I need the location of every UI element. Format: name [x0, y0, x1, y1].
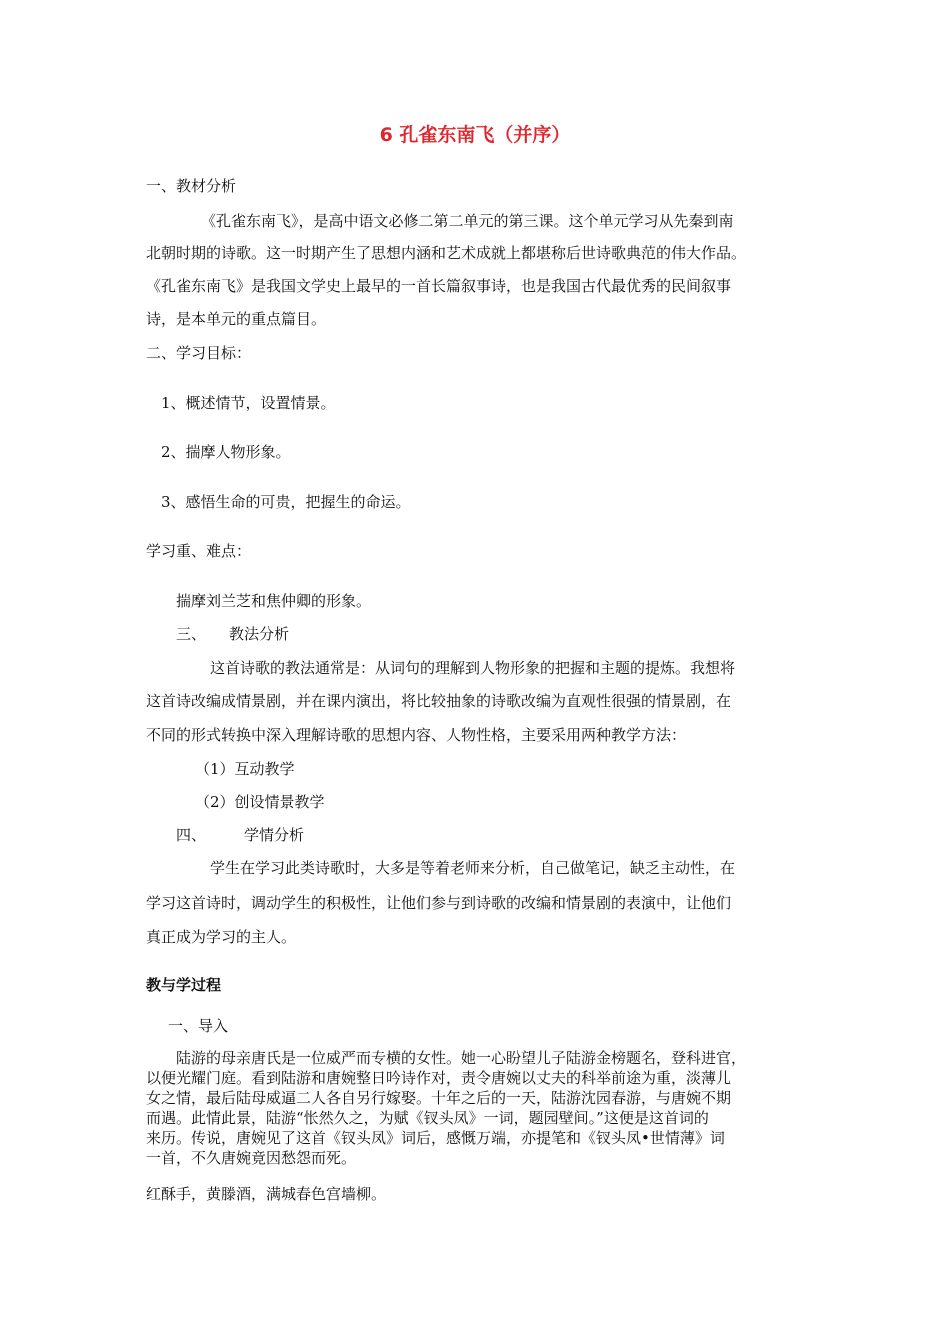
method-item: （2）创设情景教学 — [195, 793, 325, 811]
subsection-heading-intro: 一、导入 — [168, 1017, 229, 1035]
paragraph-line: 北朝时期的诗歌。这一时期产生了思想内涵和艺术成就上都堪称后世诗歌典范的伟大作品。 — [146, 244, 747, 262]
paragraph-line: 学习这首诗时，调动学生的积极性，让他们参与到诗歌的改编和情景剧的表演中，让他们 — [146, 894, 732, 912]
section-heading-process: 教与学过程 — [146, 976, 222, 994]
paragraph-line: 这首诗歌的教法通常是：从词句的理解到人物形象的把握和主题的提炼。我想将 — [210, 659, 736, 677]
paragraph-line: 这首诗改编成情景剧，并在课内演出，将比较抽象的诗歌改编为直观性很强的情景剧，在 — [146, 692, 732, 710]
paragraph-line: 以便光耀门庭。看到陆游和唐婉整日吟诗作对，责令唐婉以丈夫的科举前途为重，淡薄儿 — [146, 1069, 732, 1087]
paragraph-line: 陆游的母亲唐氏是一位威严而专横的女性。她一心盼望儿子陆游金榜题名，登科进官， — [176, 1049, 747, 1067]
paragraph-line: 《孔雀东南飞》是我国文学史上最早的一首长篇叙事诗，也是我国古代最优秀的民间叙事 — [146, 277, 732, 295]
section-heading-teaching-method: 教法分析 — [229, 625, 290, 643]
paragraph-line: 学生在学习此类诗歌时，大多是等着老师来分析，自己做笔记，缺乏主动性，在 — [210, 859, 736, 877]
section-heading-student-analysis: 学情分析 — [244, 826, 305, 844]
paragraph-line: 一首，不久唐婉竟因愁怨而死。 — [146, 1149, 357, 1167]
poem-line: 红酥手，黄滕酒，满城春色宫墙柳。 — [146, 1185, 387, 1203]
paragraph-line: 诗，是本单元的重点篇目。 — [146, 310, 327, 328]
method-item: （1）互动教学 — [195, 760, 295, 778]
section-heading-key-points: 学习重、难点： — [146, 542, 252, 560]
goal-item: 3、感悟生命的可贵，把握生的命运。 — [161, 493, 411, 511]
goal-item: 1、概述情节，设置情景。 — [161, 394, 336, 412]
goal-item: 2、揣摩人物形象。 — [161, 443, 291, 461]
page-title: 6 孔雀东南飞（并序） — [379, 124, 571, 146]
paragraph-line: 真正成为学习的主人。 — [146, 928, 297, 946]
section-heading-textbook-analysis: 一、教材分析 — [146, 177, 237, 195]
section-number: 四、 — [176, 826, 207, 844]
section-number: 三、 — [176, 625, 207, 643]
paragraph-line: 来历。传说，唐婉见了这首《钗头凤》词后，感慨万端，亦提笔和《钗头凤•世情薄》词 — [146, 1129, 725, 1147]
paragraph-line: 而遇。此情此景，陆游“怅然久之，为赋《钗头凤》一词，题园壁间。”这便是这首词的 — [146, 1109, 709, 1127]
section-heading-learning-goals: 二、学习目标： — [146, 344, 252, 362]
paragraph-line: 女之情，最后陆母威逼二人各自另行嫁娶。十年之后的一天，陆游沈园春游，与唐婉不期 — [146, 1089, 732, 1107]
paragraph-line: 不同的形式转换中深入理解诗歌的思想内容、人物性格，主要采用两种教学方法： — [146, 726, 687, 744]
key-points-text: 揣摩刘兰芝和焦仲卿的形象。 — [176, 592, 372, 610]
paragraph-line: 《孔雀东南飞》，是高中语文必修二第二单元的第三课。这个单元学习从先秦到南 — [201, 212, 734, 230]
